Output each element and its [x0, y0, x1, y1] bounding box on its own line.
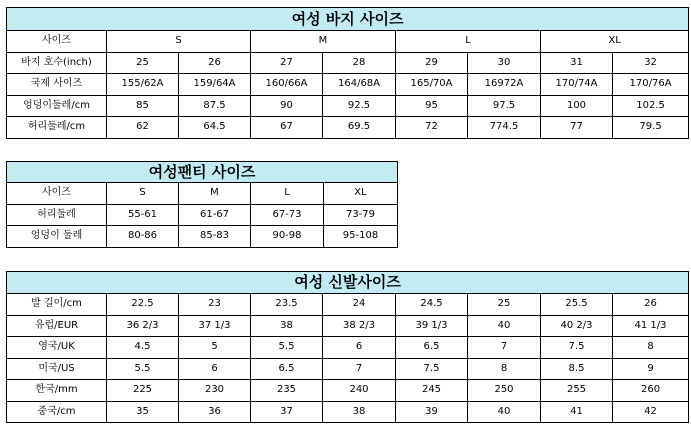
table-cell: 30 — [468, 52, 541, 74]
table-cell: 25.5 — [541, 294, 613, 316]
table-cell: 8 — [613, 337, 689, 359]
table-cell: 23.5 — [251, 294, 323, 316]
table-cell: 67 — [251, 117, 323, 139]
table-cell: 41 1/3 — [613, 315, 689, 337]
table-cell: 64.5 — [179, 117, 251, 139]
table-cell: 24.5 — [396, 294, 468, 316]
panty-size-header-row — [7, 183, 398, 205]
table-cell: 5.5 — [107, 358, 179, 380]
panty-title-row — [7, 162, 398, 183]
table-cell: 37 — [251, 401, 323, 423]
table-row — [7, 358, 689, 380]
pants-size-table — [6, 7, 689, 139]
table-cell: 6.5 — [251, 358, 323, 380]
table-cell: 7.5 — [396, 358, 468, 380]
table-cell: 39 — [396, 401, 468, 423]
table-cell: 260 — [613, 380, 689, 402]
table-cell: 69.5 — [323, 117, 396, 139]
table-row — [7, 401, 689, 423]
table-cell: 38 — [251, 315, 323, 337]
table-cell: 9 — [613, 358, 689, 380]
table-cell: 67-73 — [251, 204, 324, 226]
panty-size-label: 사이즈 — [7, 183, 107, 205]
table-cell: 40 — [468, 401, 541, 423]
table-cell: 72 — [396, 117, 468, 139]
shoes-size-table — [6, 271, 689, 423]
pants-size-l: L — [396, 31, 541, 53]
table-cell: 5.5 — [251, 337, 323, 359]
table-cell: 87.5 — [179, 95, 251, 117]
row-label: 바지 호수(inch) — [7, 52, 107, 74]
table-cell: 240 — [323, 380, 396, 402]
table-cell: 164/68A — [323, 74, 396, 96]
table-cell: 85-83 — [179, 226, 251, 248]
table-cell: 16972A — [468, 74, 541, 96]
table-cell: 26 — [179, 52, 251, 74]
table-cell: 40 2/3 — [541, 315, 613, 337]
table-row — [7, 380, 689, 402]
table-cell: 97.5 — [468, 95, 541, 117]
table-row — [7, 204, 398, 226]
table-cell: 61-67 — [179, 204, 251, 226]
row-label: 중국/cm — [7, 401, 107, 423]
table-cell: 31 — [541, 52, 613, 74]
pants-size-header-row — [7, 31, 689, 53]
table-cell: 29 — [396, 52, 468, 74]
table-cell: 170/76A — [613, 74, 689, 96]
table-cell: 36 — [179, 401, 251, 423]
table-cell: 79.5 — [613, 117, 689, 139]
row-label: 엉덩이 둘레 — [7, 226, 107, 248]
table-cell: 90 — [251, 95, 323, 117]
table-row — [7, 52, 689, 74]
table-cell: 4.5 — [107, 337, 179, 359]
table-cell: 23 — [179, 294, 251, 316]
table-cell: 95-108 — [324, 226, 398, 248]
row-label: 한국/mm — [7, 380, 107, 402]
table-cell: 5 — [179, 337, 251, 359]
table-cell: 95 — [396, 95, 468, 117]
table-cell: 165/70A — [396, 74, 468, 96]
table-cell: 155/62A — [107, 74, 179, 96]
table-row — [7, 74, 689, 96]
table-cell: 62 — [107, 117, 179, 139]
panty-size-table — [6, 161, 398, 248]
shoes-title-row — [7, 272, 689, 294]
table-cell: 235 — [251, 380, 323, 402]
table-cell: 100 — [541, 95, 613, 117]
table-cell: 38 — [323, 401, 396, 423]
row-label: 허리둘레/cm — [7, 117, 107, 139]
table-cell: 8 — [468, 358, 541, 380]
table-cell: 40 — [468, 315, 541, 337]
table-cell: 80-86 — [107, 226, 179, 248]
table-row — [7, 95, 689, 117]
table-cell: 26 — [613, 294, 689, 316]
table-cell: 159/64A — [179, 74, 251, 96]
panty-size-xl: XL — [324, 183, 398, 205]
table-cell: 35 — [107, 401, 179, 423]
table-cell: 25 — [468, 294, 541, 316]
table-row — [7, 337, 689, 359]
panty-size-m: M — [179, 183, 251, 205]
pants-table-title: 여성 바지 사이즈 — [7, 8, 689, 31]
table-cell: 7.5 — [541, 337, 613, 359]
table-cell: 6 — [323, 337, 396, 359]
table-cell: 32 — [613, 52, 689, 74]
table-cell: 255 — [541, 380, 613, 402]
panty-table-title: 여성팬티 사이즈 — [7, 162, 398, 183]
table-cell: 27 — [251, 52, 323, 74]
table-cell: 24 — [323, 294, 396, 316]
row-label: 허리둘레 — [7, 204, 107, 226]
table-row — [7, 117, 689, 139]
table-cell: 225 — [107, 380, 179, 402]
table-cell: 37 1/3 — [179, 315, 251, 337]
table-cell: 25 — [107, 52, 179, 74]
table-cell: 22.5 — [107, 294, 179, 316]
shoes-table-title: 여성 신발사이즈 — [7, 272, 689, 294]
panty-size-l: L — [251, 183, 324, 205]
table-cell: 77 — [541, 117, 613, 139]
table-cell: 90-98 — [251, 226, 324, 248]
table-cell: 102.5 — [613, 95, 689, 117]
table-cell: 170/74A — [541, 74, 613, 96]
table-cell: 28 — [323, 52, 396, 74]
table-cell: 774.5 — [468, 117, 541, 139]
pants-title-row — [7, 8, 689, 31]
row-label: 미국/US — [7, 358, 107, 380]
pants-size-s: S — [107, 31, 251, 53]
panty-size-s: S — [107, 183, 179, 205]
table-cell: 73-79 — [324, 204, 398, 226]
table-cell: 55-61 — [107, 204, 179, 226]
row-label: 국제 사이즈 — [7, 74, 107, 96]
table-cell: 7 — [323, 358, 396, 380]
row-label: 유럽/EUR — [7, 315, 107, 337]
table-row — [7, 294, 689, 316]
table-row — [7, 226, 398, 248]
row-label: 발 길이/cm — [7, 294, 107, 316]
table-cell: 42 — [613, 401, 689, 423]
table-cell: 6.5 — [396, 337, 468, 359]
table-cell: 41 — [541, 401, 613, 423]
table-cell: 8.5 — [541, 358, 613, 380]
pants-size-label: 사이즈 — [7, 31, 107, 53]
table-cell: 245 — [396, 380, 468, 402]
table-cell: 250 — [468, 380, 541, 402]
table-cell: 6 — [179, 358, 251, 380]
pants-size-xl: XL — [541, 31, 689, 53]
pants-size-m: M — [251, 31, 396, 53]
table-cell: 92.5 — [323, 95, 396, 117]
table-cell: 160/66A — [251, 74, 323, 96]
table-cell: 39 1/3 — [396, 315, 468, 337]
row-label: 엉덩이둘레/cm — [7, 95, 107, 117]
table-cell: 85 — [107, 95, 179, 117]
table-cell: 36 2/3 — [107, 315, 179, 337]
table-cell: 7 — [468, 337, 541, 359]
table-cell: 230 — [179, 380, 251, 402]
table-row — [7, 315, 689, 337]
row-label: 영국/UK — [7, 337, 107, 359]
table-cell: 38 2/3 — [323, 315, 396, 337]
